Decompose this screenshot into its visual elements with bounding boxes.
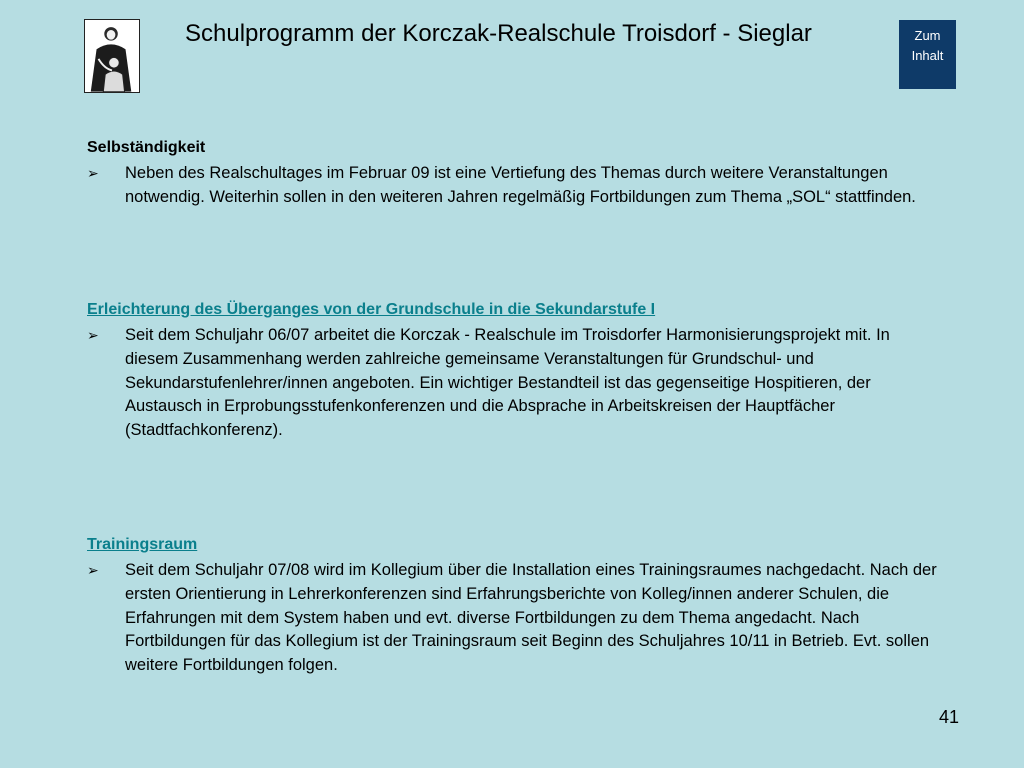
- section-selbstaendigkeit: [87, 138, 937, 210]
- to-contents-button[interactable]: [899, 20, 956, 89]
- bullet-item: [87, 162, 937, 210]
- arrow-bullet-icon: ➢: [87, 165, 99, 181]
- to-contents-label-line2: Inhalt: [911, 48, 944, 63]
- section-heading: Selbständigkeit: [87, 139, 206, 156]
- section-trainingsraum: [87, 535, 937, 678]
- bullet-text: Seit dem Schuljahr 07/08 wird im Kollegium über die Installation eines Trainingsraumes nachgedacht. Nach der ersten Orientierung in Lehrerkonferenzen sind Erfahrungsberichte von Kolleg/innen anderer Schulen, die Erfahrungen mit dem System haben und evt. diverse Fortbildungen zu dem Thema angedacht. Nach Fortbildungen für das Kollegium ist der Trainingsraum seit Beginn des Schuljahres 10/11 in Betrieb. Evt. sollen weitere Fortbildungen folgen.: [125, 561, 937, 675]
- bullet-item: [87, 324, 937, 443]
- arrow-bullet-icon: ➢: [87, 327, 99, 343]
- page-number: 41: [939, 707, 960, 727]
- section-uebergang: [87, 300, 937, 443]
- school-logo-image: [84, 19, 140, 93]
- bullet-item: [87, 559, 937, 678]
- to-contents-label-line1: Zum: [914, 28, 941, 43]
- arrow-bullet-icon: ➢: [87, 562, 99, 578]
- bullet-text: Seit dem Schuljahr 06/07 arbeitet die Korczak - Realschule im Troisdorfer Harmonisierungsprojekt mit. In diesem Zusammenhang werden zahlreiche gemeinsame Veranstaltungen für Grundschul- und Sekundarstufenlehrer/innen angeboten. Ein wichtiger Bestandteil ist das gegenseitige Hospitieren, der Austausch in Erprobungsstufenkonferenzen und die Absprache in Arbeitskreisen der Hauptfächer (Stadtfachkonferenz).: [125, 326, 890, 440]
- section-heading-link[interactable]: Trainingsraum: [87, 536, 198, 553]
- page-title: Schulprogramm der Korczak-Realschule Troisdorf - Sieglar: [185, 20, 812, 47]
- section-heading-link[interactable]: Erleichterung des Überganges von der Grundschule in die Sekundarstufe I: [87, 301, 656, 318]
- bullet-text: Neben des Realschultages im Februar 09 ist eine Vertiefung des Themas durch weitere Veranstaltungen notwendig. Weiterhin sollen in den weiteren Jahren regelmäßig Fortbildungen zum Thema „SOL“ stattfinden.: [125, 164, 916, 206]
